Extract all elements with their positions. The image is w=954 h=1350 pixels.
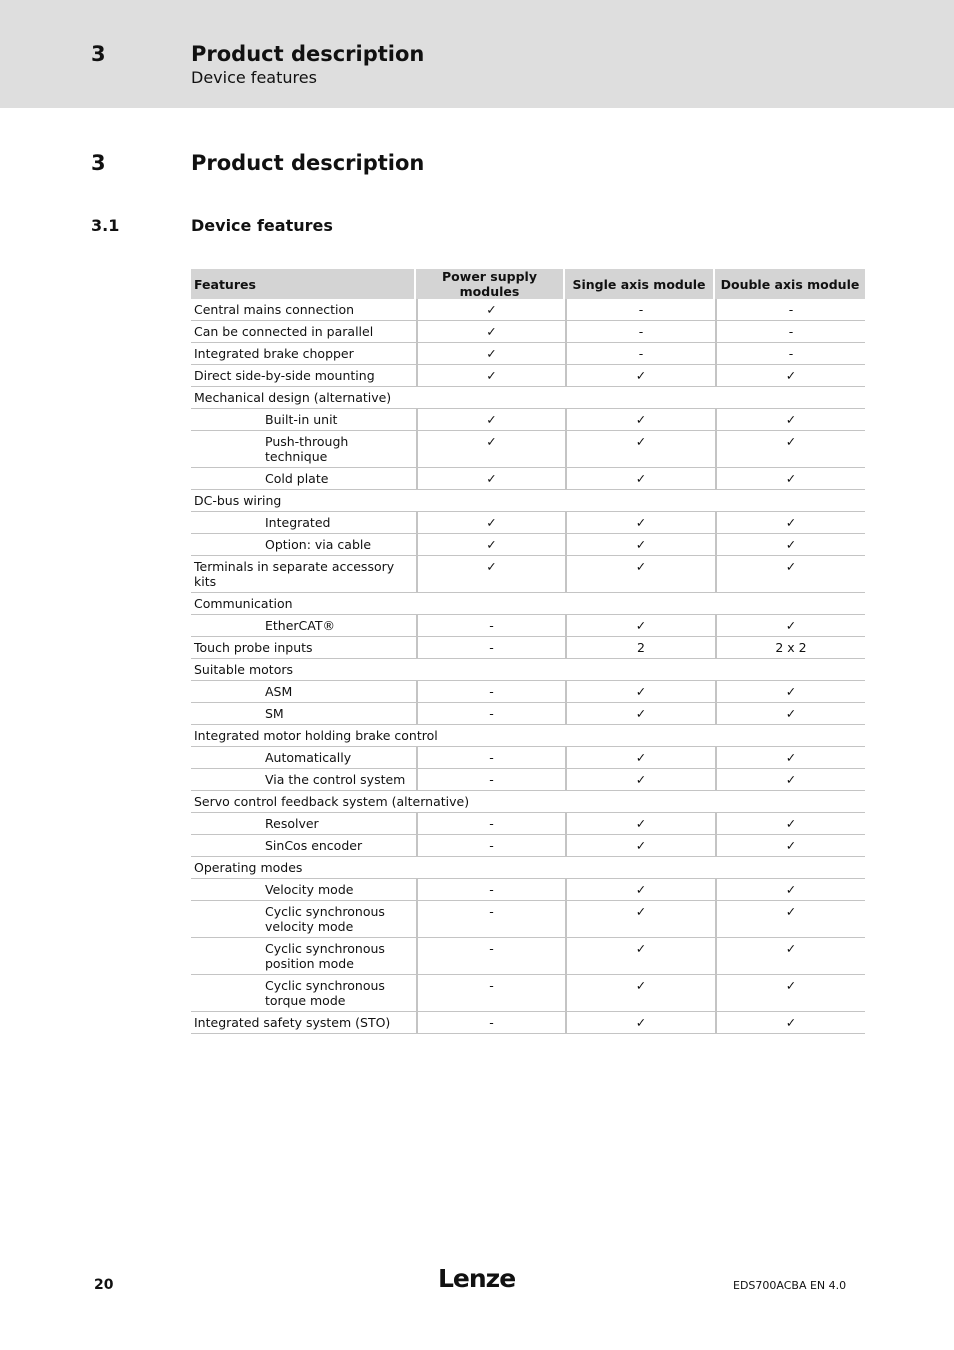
check-icon: ✓ — [715, 901, 865, 938]
check-icon: ✓ — [565, 703, 715, 725]
check-icon: ✓ — [416, 343, 565, 365]
table-row — [191, 791, 865, 813]
group-label: Servo control feedback system (alternative) — [191, 791, 865, 813]
check-icon: ✓ — [565, 615, 715, 637]
check-icon: ✓ — [416, 409, 565, 431]
check-icon: ✓ — [715, 512, 865, 534]
group-label: Mechanical design (alternative) — [191, 387, 865, 409]
group-label: Communication — [191, 593, 865, 615]
check-icon: ✓ — [565, 769, 715, 791]
page-number: 20 — [94, 1277, 114, 1293]
check-icon: ✓ — [565, 879, 715, 901]
check-icon: ✓ — [715, 615, 865, 637]
document-id: EDS700ACBA EN 4.0 — [733, 1279, 847, 1292]
sub-feature-label: Cyclic synchronous velocity mode — [262, 901, 416, 938]
value-cell: 2 x 2 — [715, 637, 865, 659]
check-icon: ✓ — [565, 975, 715, 1012]
table-row — [191, 387, 865, 409]
indent-cell — [191, 813, 262, 835]
column-header-power-supply: Power supply modules — [416, 269, 565, 299]
check-icon: ✓ — [715, 703, 865, 725]
feature-label: Central mains connection — [191, 299, 416, 321]
table-row — [191, 835, 865, 857]
check-icon: ✓ — [416, 556, 565, 593]
check-icon: ✓ — [416, 512, 565, 534]
value-cell: - — [416, 615, 565, 637]
table-row — [191, 534, 865, 556]
indent-cell — [191, 879, 262, 901]
value-cell: - — [416, 681, 565, 703]
indent-cell — [191, 769, 262, 791]
value-cell: - — [565, 299, 715, 321]
table-row — [191, 747, 865, 769]
value-cell: - — [416, 879, 565, 901]
table-row — [191, 556, 865, 593]
table-row — [191, 431, 865, 468]
feature-label: Can be connected in parallel — [191, 321, 416, 343]
indent-cell — [191, 681, 262, 703]
table-row — [191, 593, 865, 615]
heading-1-title: Product description — [191, 151, 425, 175]
value-cell: - — [715, 343, 865, 365]
sub-feature-label: SinCos encoder — [262, 835, 416, 857]
group-label: Operating modes — [191, 857, 865, 879]
check-icon: ✓ — [715, 431, 865, 468]
indent-cell — [191, 534, 262, 556]
value-cell: - — [416, 703, 565, 725]
device-features-table — [191, 269, 865, 1034]
table-row — [191, 879, 865, 901]
table-row — [191, 321, 865, 343]
sub-feature-label: Via the control system — [262, 769, 416, 791]
table-row — [191, 725, 865, 747]
indent-cell — [191, 975, 262, 1012]
check-icon: ✓ — [565, 512, 715, 534]
table-row — [191, 490, 865, 512]
table-row — [191, 703, 865, 725]
sub-feature-label: ASM — [262, 681, 416, 703]
check-icon: ✓ — [715, 879, 865, 901]
value-cell: - — [416, 637, 565, 659]
check-icon: ✓ — [565, 901, 715, 938]
sub-feature-label: Push-through technique — [262, 431, 416, 468]
heading-2-number: 3.1 — [91, 216, 120, 235]
sub-feature-label: Resolver — [262, 813, 416, 835]
table-row — [191, 468, 865, 490]
lenze-logo: Lenze — [438, 1264, 516, 1293]
indent-cell — [191, 747, 262, 769]
check-icon: ✓ — [715, 365, 865, 387]
check-icon: ✓ — [565, 556, 715, 593]
sub-feature-label: Cyclic synchronous position mode — [262, 938, 416, 975]
table-row — [191, 512, 865, 534]
check-icon: ✓ — [565, 365, 715, 387]
check-icon: ✓ — [565, 835, 715, 857]
value-cell: - — [416, 1012, 565, 1034]
table-row — [191, 615, 865, 637]
group-label: DC-bus wiring — [191, 490, 865, 512]
check-icon: ✓ — [715, 975, 865, 1012]
check-icon: ✓ — [565, 431, 715, 468]
table-row — [191, 901, 865, 938]
indent-cell — [191, 938, 262, 975]
heading-2-title: Device features — [191, 216, 333, 235]
indent-cell — [191, 835, 262, 857]
value-cell: 2 — [565, 637, 715, 659]
header-chapter-number: 3 — [91, 42, 106, 66]
table-row — [191, 637, 865, 659]
check-icon: ✓ — [715, 556, 865, 593]
check-icon: ✓ — [565, 534, 715, 556]
sub-feature-label: Built-in unit — [262, 409, 416, 431]
value-cell: - — [565, 343, 715, 365]
check-icon: ✓ — [715, 681, 865, 703]
check-icon: ✓ — [416, 431, 565, 468]
indent-cell — [191, 512, 262, 534]
value-cell: - — [416, 938, 565, 975]
feature-label: Integrated brake chopper — [191, 343, 416, 365]
indent-cell — [191, 409, 262, 431]
check-icon: ✓ — [565, 747, 715, 769]
header-section-subtitle: Device features — [191, 68, 317, 87]
check-icon: ✓ — [715, 747, 865, 769]
indent-cell — [191, 703, 262, 725]
table-row — [191, 659, 865, 681]
feature-label: Touch probe inputs — [191, 637, 416, 659]
table-row — [191, 409, 865, 431]
sub-feature-label: EtherCAT® — [262, 615, 416, 637]
check-icon: ✓ — [715, 1012, 865, 1034]
table-row — [191, 299, 865, 321]
value-cell: - — [416, 769, 565, 791]
feature-label: Direct side-by-side mounting — [191, 365, 416, 387]
check-icon: ✓ — [565, 468, 715, 490]
table-row — [191, 857, 865, 879]
check-icon: ✓ — [416, 468, 565, 490]
check-icon: ✓ — [715, 534, 865, 556]
check-icon: ✓ — [416, 365, 565, 387]
check-icon: ✓ — [715, 409, 865, 431]
heading-1-number: 3 — [91, 151, 106, 175]
value-cell: - — [715, 321, 865, 343]
check-icon: ✓ — [416, 534, 565, 556]
sub-feature-label: Cyclic synchronous torque mode — [262, 975, 416, 1012]
table-row — [191, 343, 865, 365]
feature-label: Terminals in separate accessory kits — [191, 556, 416, 593]
sub-feature-label: Velocity mode — [262, 879, 416, 901]
group-label: Suitable motors — [191, 659, 865, 681]
indent-cell — [191, 615, 262, 637]
sub-feature-label: Automatically — [262, 747, 416, 769]
column-header-features: Features — [191, 269, 416, 299]
check-icon: ✓ — [715, 769, 865, 791]
sub-feature-label: SM — [262, 703, 416, 725]
check-icon: ✓ — [565, 938, 715, 975]
indent-cell — [191, 468, 262, 490]
column-header-single-axis: Single axis module — [565, 269, 715, 299]
table-row — [191, 769, 865, 791]
page-header-band — [0, 0, 954, 108]
value-cell: - — [416, 901, 565, 938]
indent-cell — [191, 431, 262, 468]
value-cell: - — [416, 975, 565, 1012]
table-row — [191, 681, 865, 703]
value-cell: - — [416, 747, 565, 769]
table-row — [191, 1012, 865, 1034]
check-icon: ✓ — [416, 321, 565, 343]
sub-feature-label: Cold plate — [262, 468, 416, 490]
check-icon: ✓ — [715, 835, 865, 857]
table-row — [191, 365, 865, 387]
check-icon: ✓ — [565, 409, 715, 431]
header-chapter-title: Product description — [191, 42, 425, 66]
check-icon: ✓ — [565, 1012, 715, 1034]
sub-feature-label: Integrated — [262, 512, 416, 534]
table-header-row — [191, 269, 865, 299]
check-icon: ✓ — [715, 938, 865, 975]
check-icon: ✓ — [565, 813, 715, 835]
feature-label: Integrated safety system (STO) — [191, 1012, 416, 1034]
value-cell: - — [416, 835, 565, 857]
value-cell: - — [715, 299, 865, 321]
check-icon: ✓ — [715, 813, 865, 835]
check-icon: ✓ — [416, 299, 565, 321]
table-row — [191, 975, 865, 1012]
sub-feature-label: Option: via cable — [262, 534, 416, 556]
table-row — [191, 813, 865, 835]
check-icon: ✓ — [715, 468, 865, 490]
value-cell: - — [416, 813, 565, 835]
column-header-double-axis: Double axis module — [715, 269, 865, 299]
table-body — [191, 299, 865, 1034]
indent-cell — [191, 901, 262, 938]
check-icon: ✓ — [565, 681, 715, 703]
group-label: Integrated motor holding brake control — [191, 725, 865, 747]
value-cell: - — [565, 321, 715, 343]
table-row — [191, 938, 865, 975]
